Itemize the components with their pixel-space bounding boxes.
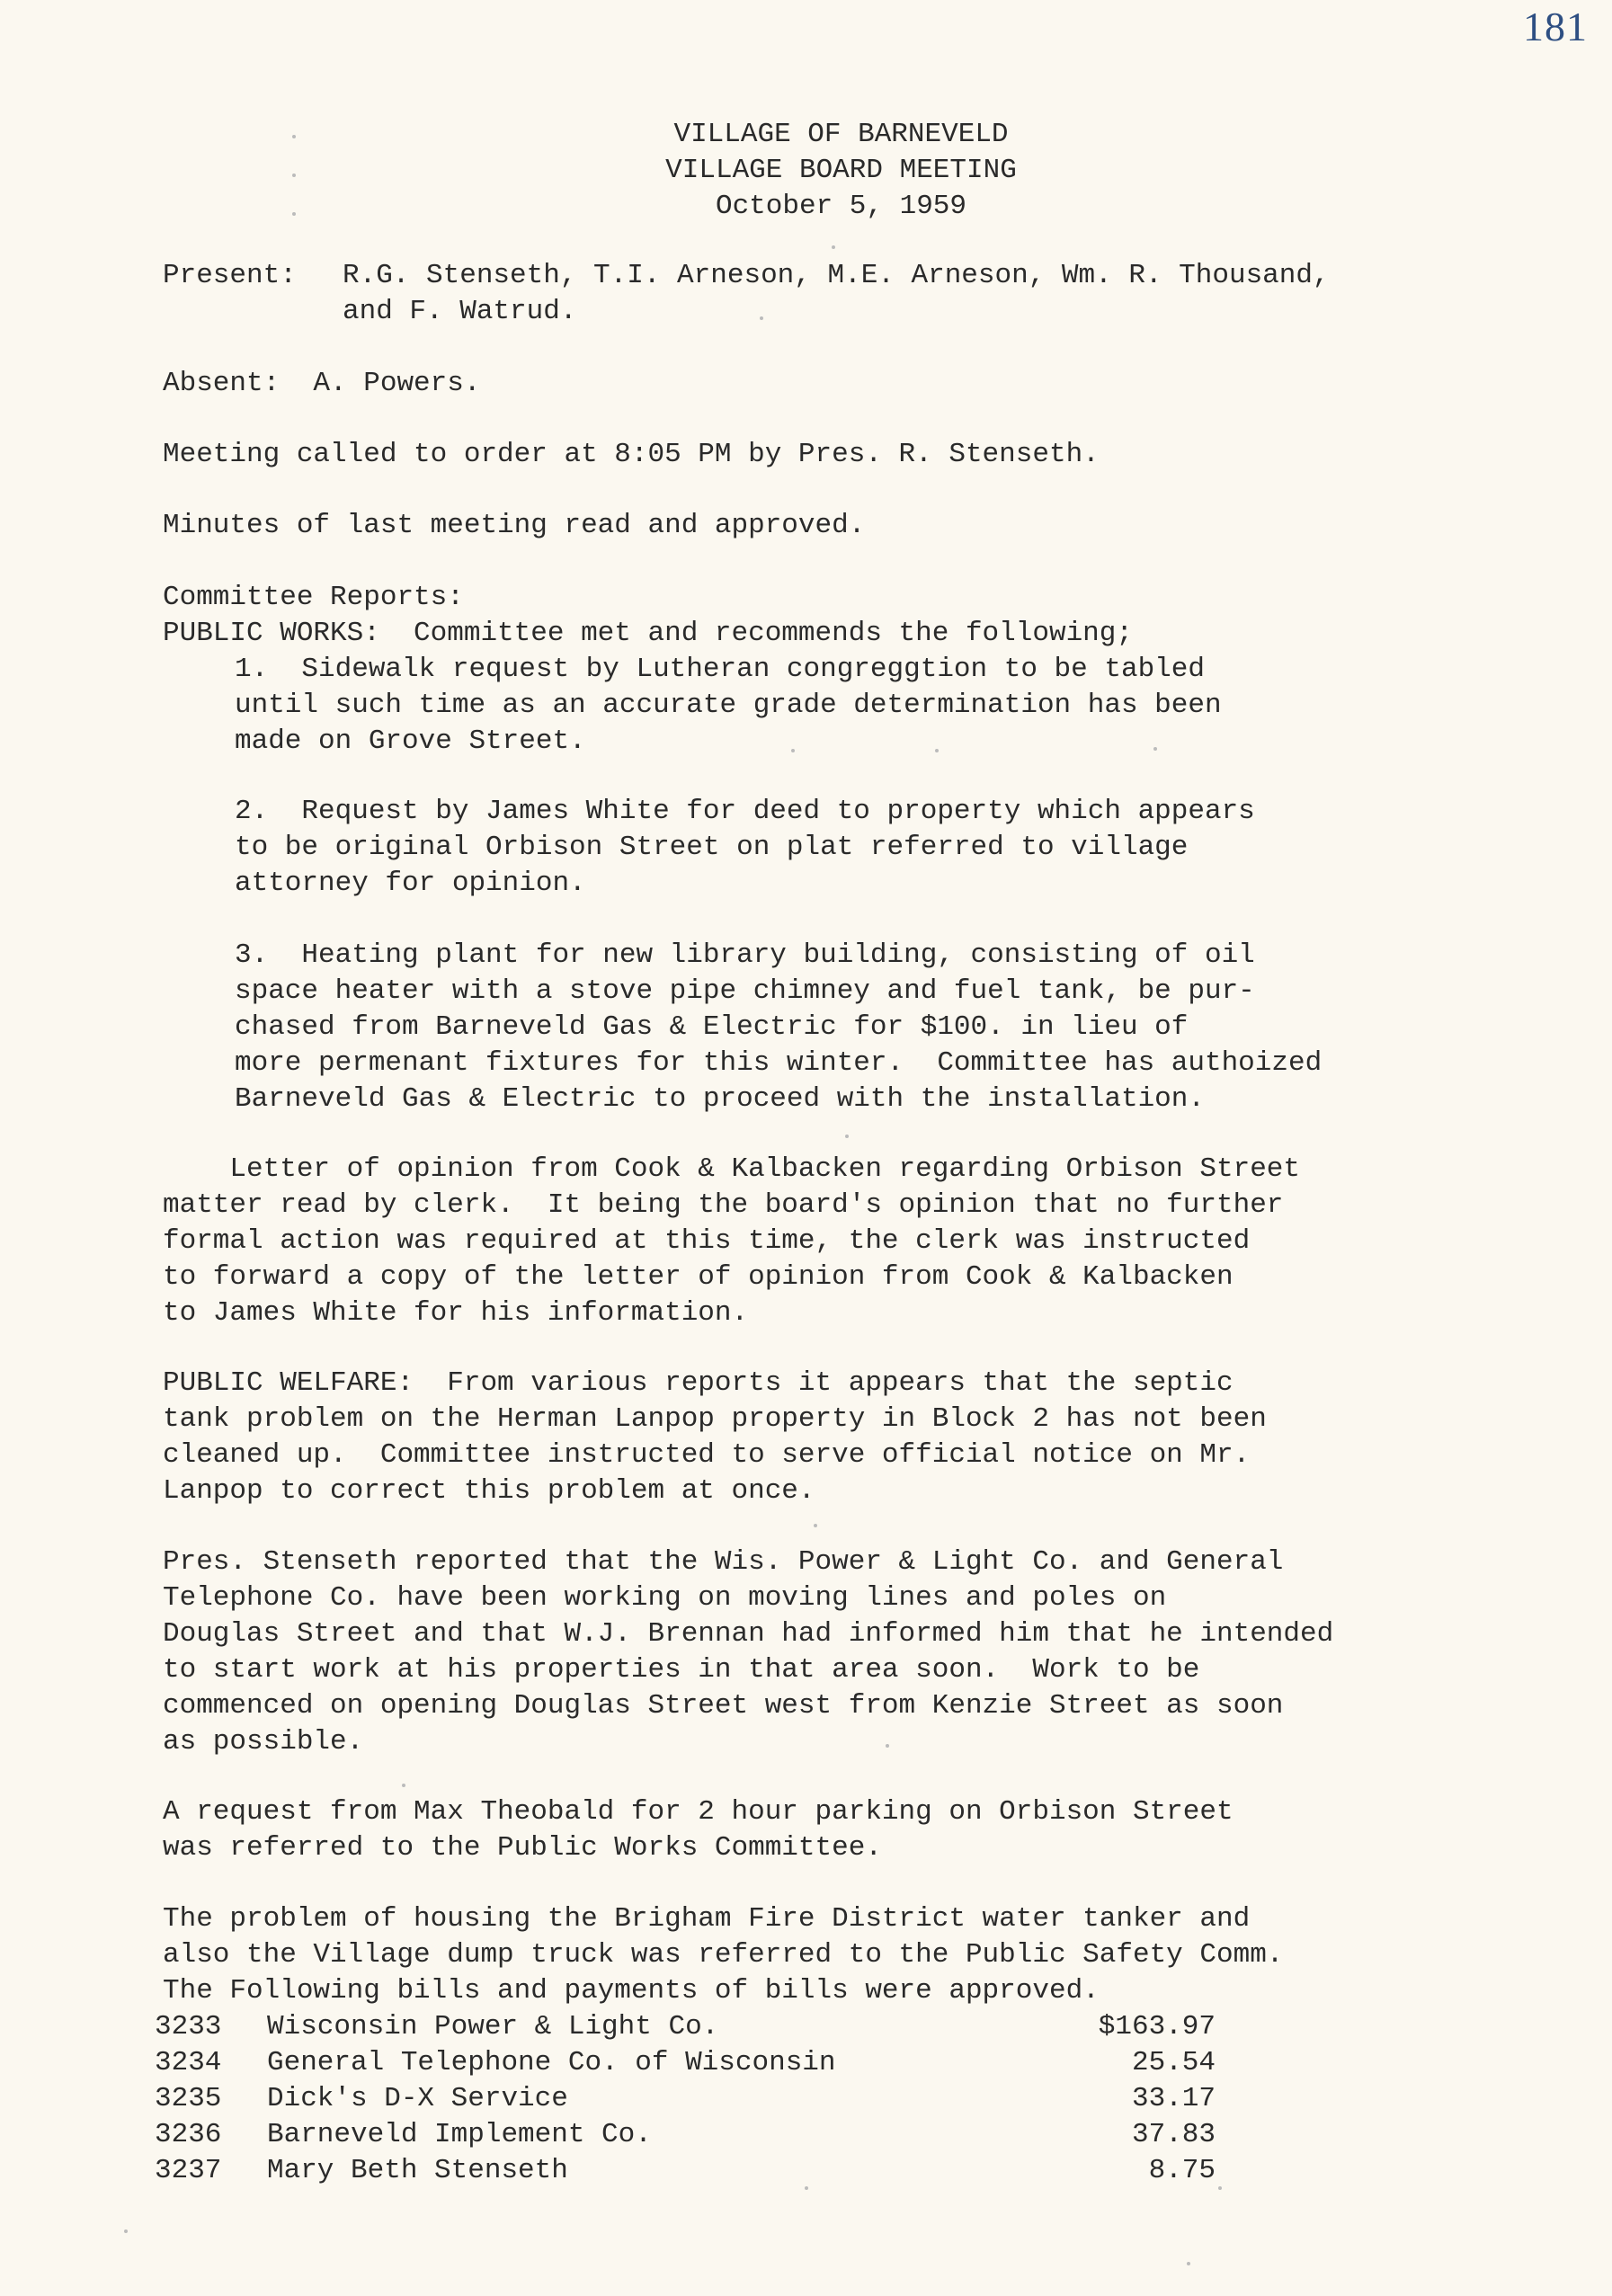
- paragraph-line: Lanpop to correct this problem at once.: [163, 1475, 815, 1507]
- absent-section: [163, 366, 1475, 402]
- paragraph-line: tank problem on the Herman Lanpop property in Block 2 has not been: [163, 1403, 1267, 1435]
- paragraph-line: Douglas Street and that W.J. Brennan had informed him that he intended: [163, 1618, 1334, 1650]
- public-works-item-2: [163, 794, 1475, 902]
- present-section: [163, 258, 1475, 330]
- item-line: Barneveld Gas & Electric to proceed with the installation.: [235, 1083, 1205, 1115]
- item-line: 1. Sidewalk request by Lutheran congreggtion to be tabled: [235, 654, 1205, 685]
- minutes-line: Minutes of last meeting read and approved.: [163, 510, 866, 541]
- paper-speck: [845, 1135, 849, 1138]
- paragraph-line: A request from Max Theobald for 2 hour parking on Orbison Street: [163, 1796, 1233, 1828]
- paragraph-line: to forward a copy of the letter of opinion from Cook & Kalbacken: [163, 1261, 1233, 1293]
- paper-speck: [805, 2186, 808, 2190]
- bill-payee: Dick's D-X Service: [267, 2083, 568, 2114]
- bill-row: [155, 2117, 1216, 2153]
- absent-line: Absent: A. Powers.: [163, 368, 481, 399]
- paragraph-line: cleaned up. Committee instructed to serve official notice on Mr.: [163, 1439, 1251, 1471]
- public-works-item-1: [163, 652, 1475, 760]
- present-line: R.G. Stenseth, T.I. Arneson, M.E. Arneson, Wm. R. Thousand,: [343, 260, 1330, 291]
- bill-row: [155, 2009, 1216, 2045]
- paragraph-line: was referred to the Public Works Committee.: [163, 1832, 882, 1864]
- item-line: to be original Orbison Street on plat referred to village: [235, 832, 1189, 863]
- paragraph-line: also the Village dump truck was referred to the Public Safety Comm.: [163, 1939, 1284, 1971]
- item-line: made on Grove Street.: [235, 725, 586, 757]
- paper-speck: [292, 212, 296, 216]
- paragraph-line: to James White for his information.: [163, 1297, 749, 1329]
- letter-of-opinion-paragraph: [163, 1152, 1475, 1331]
- housing-problem-paragraph: [163, 1901, 1475, 2009]
- document-header: [0, 117, 1612, 225]
- item-line: 2. Request by James White for deed to property which appears: [235, 796, 1255, 827]
- minutes-approval: [163, 508, 1475, 544]
- paper-speck: [1218, 2186, 1222, 2190]
- paper-speck: [292, 135, 296, 138]
- header-date: October 5, 1959: [715, 191, 967, 222]
- parking-request-paragraph: [163, 1794, 1475, 1866]
- bill-amount: 33.17: [1131, 2083, 1216, 2114]
- item-line: 3. Heating plant for new library building, consisting of oil: [235, 939, 1255, 971]
- bill-amount: $163.97: [1098, 2011, 1216, 2042]
- paragraph-line: The Following bills and payments of bills were approved.: [163, 1975, 1100, 2007]
- paragraph-line: Letter of opinion from Cook & Kalbacken regarding Orbison Street: [163, 1153, 1301, 1185]
- call-to-order: [163, 437, 1475, 473]
- paragraph-line: Telephone Co. have been working on moving lines and poles on: [163, 1582, 1167, 1614]
- bill-row: [155, 2045, 1216, 2081]
- paragraph-line: commenced on opening Douglas Street west from Kenzie Street as soon: [163, 1690, 1284, 1722]
- paper-speck: [1153, 747, 1157, 751]
- page-number: 181: [1523, 4, 1588, 49]
- paragraph-line: to start work at his properties in that area soon. Work to be: [163, 1654, 1200, 1686]
- item-line: space heater with a stove pipe chimney and fuel tank, be pur-: [235, 975, 1255, 1007]
- public-welfare-paragraph: [163, 1366, 1475, 1509]
- call-to-order-line: Meeting called to order at 8:05 PM by Pres. R. Stenseth.: [163, 439, 1100, 470]
- header-village: VILLAGE OF BARNEVELD: [673, 119, 1009, 150]
- bill-payee: Mary Beth Stenseth: [267, 2155, 568, 2186]
- item-line: chased from Barneveld Gas & Electric for $100. in lieu of: [235, 1011, 1189, 1043]
- bill-number: 3236: [155, 2119, 222, 2150]
- bill-number: 3235: [155, 2083, 222, 2114]
- paragraph-line: matter read by clerk. It being the board's opinion that no further: [163, 1189, 1284, 1221]
- paragraph-line: as possible.: [163, 1726, 364, 1758]
- present-line: and F. Watrud.: [343, 296, 577, 327]
- paper-speck: [124, 2229, 128, 2233]
- paragraph-line: Pres. Stenseth reported that the Wis. Power & Light Co. and General: [163, 1546, 1284, 1578]
- bill-payee: Barneveld Implement Co.: [267, 2119, 652, 2150]
- present-names: [343, 258, 1330, 330]
- paper-speck: [935, 749, 939, 752]
- header-meeting: VILLAGE BOARD MEETING: [665, 155, 1017, 186]
- paragraph-line: formal action was required at this time, the clerk was instructed: [163, 1225, 1251, 1257]
- bill-amount: 8.75: [1148, 2155, 1216, 2186]
- bill-amount: 37.83: [1131, 2119, 1216, 2150]
- bill-number: 3234: [155, 2047, 222, 2078]
- bill-number: 3237: [155, 2155, 222, 2186]
- bill-payee: Wisconsin Power & Light Co.: [267, 2011, 719, 2042]
- paper-speck: [832, 245, 835, 249]
- paragraph-line: PUBLIC WELFARE: From various reports it appears that the septic: [163, 1367, 1233, 1399]
- paper-speck: [1187, 2262, 1190, 2265]
- bill-row: [155, 2081, 1216, 2117]
- paragraph-line: The problem of housing the Brigham Fire District water tanker and: [163, 1903, 1251, 1935]
- bill-amount: 25.54: [1131, 2047, 1216, 2078]
- president-report-paragraph: [163, 1544, 1475, 1760]
- public-works-item-3: [163, 938, 1475, 1117]
- committee-reports: [163, 580, 1475, 760]
- present-label: Present:: [163, 260, 297, 291]
- public-works-heading: PUBLIC WORKS: Committee met and recommends the following;: [163, 618, 1133, 649]
- bill-payee: General Telephone Co. of Wisconsin: [267, 2047, 836, 2078]
- bill-row: [155, 2153, 1216, 2189]
- paper-speck: [292, 174, 296, 177]
- paper-speck: [760, 316, 763, 320]
- item-line: until such time as an accurate grade determination has been: [235, 690, 1222, 721]
- paper-speck: [814, 1524, 817, 1527]
- paper-speck: [791, 749, 795, 752]
- item-line: more permenant fixtures for this winter. Committee has authoized: [235, 1047, 1323, 1079]
- bill-number: 3233: [155, 2011, 222, 2042]
- bills-table: [155, 2009, 1216, 2189]
- committee-reports-label: Committee Reports:: [163, 582, 464, 613]
- item-line: attorney for opinion.: [235, 868, 586, 899]
- paper-speck: [886, 1744, 889, 1748]
- paper-speck: [402, 1784, 405, 1787]
